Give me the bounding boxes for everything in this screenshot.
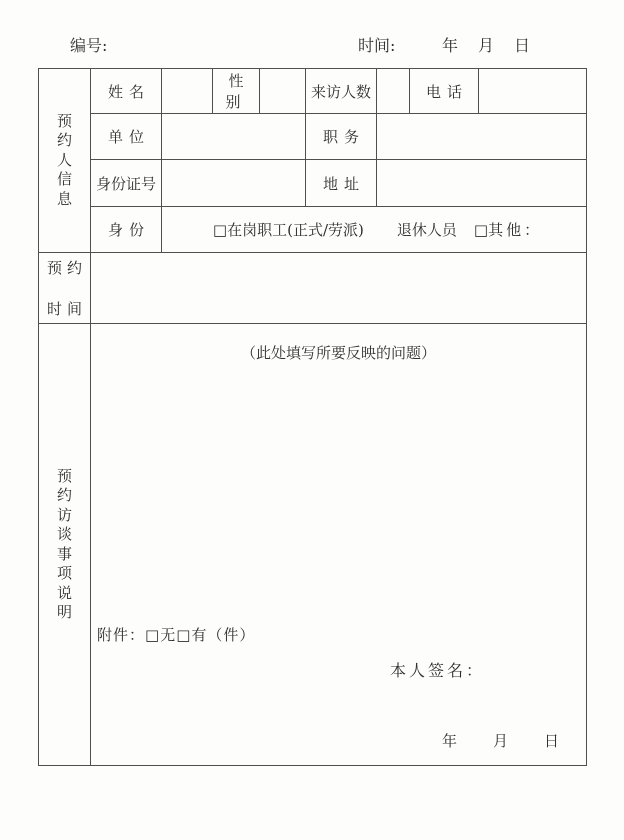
id-number-value-cell <box>162 160 306 207</box>
checkbox-icon: □ <box>176 626 192 644</box>
checkbox-icon: □ <box>473 221 489 239</box>
appointment-time-label-line1: 预约 <box>46 259 87 277</box>
serial-label: 编号: <box>70 36 108 55</box>
address-value-cell <box>377 160 587 207</box>
id-number-label: 身份证号 <box>91 160 162 207</box>
matters-section-label: 预约访谈事项说明 <box>56 466 72 621</box>
checkbox-icon: □ <box>212 221 228 239</box>
identity-options-cell <box>162 207 587 253</box>
identity-option-active-label: 在岗职工(正式/劳派) <box>227 221 364 239</box>
matters-hint: （此处填写所要反映的问题） <box>240 344 436 362</box>
footer-date-text: 年 月 日 <box>442 732 562 750</box>
attachment-line <box>97 624 255 645</box>
identity-option-other-label: 其他： <box>488 221 543 239</box>
attachment-have-label: 有（件） <box>191 626 256 644</box>
phone-label: 电话 <box>410 69 479 114</box>
signature-label: 本人签名： <box>390 661 486 680</box>
matters-section-cell <box>39 324 91 766</box>
identity-label: 身份 <box>91 207 162 253</box>
section-label-applicant-info: 预约人信息 <box>56 111 72 208</box>
appointment-time-label <box>39 257 90 319</box>
unit-value-cell <box>162 114 306 160</box>
name-value-cell <box>162 69 213 114</box>
time-label: 时间: <box>358 36 396 55</box>
checkbox-icon: □ <box>145 626 161 644</box>
gender-value-cell <box>260 69 306 114</box>
appointment-time-label-cell <box>39 253 91 324</box>
header-date-text: 年 月 日 <box>442 36 533 55</box>
appointment-time-value-cell <box>91 253 587 324</box>
matters-content-cell <box>91 324 587 766</box>
phone-value-cell <box>479 69 587 114</box>
position-label: 职务 <box>306 114 377 160</box>
position-value-cell <box>377 114 587 160</box>
visitors-label: 来访人数 <box>306 69 377 114</box>
identity-option-retired-label: 退休人员 <box>396 221 457 239</box>
name-label: 姓名 <box>91 69 162 114</box>
appointment-form-table <box>38 68 587 766</box>
section-cell-applicant-info <box>39 69 91 253</box>
gender-label: 性别 <box>213 69 260 114</box>
unit-label: 单位 <box>91 114 162 160</box>
attachment-label: 附件： <box>97 626 146 644</box>
appointment-time-label-line2: 时间 <box>46 300 87 318</box>
visitors-value-cell <box>377 69 410 114</box>
address-label: 地址 <box>306 160 377 207</box>
attachment-none-label: 无 <box>160 626 177 644</box>
